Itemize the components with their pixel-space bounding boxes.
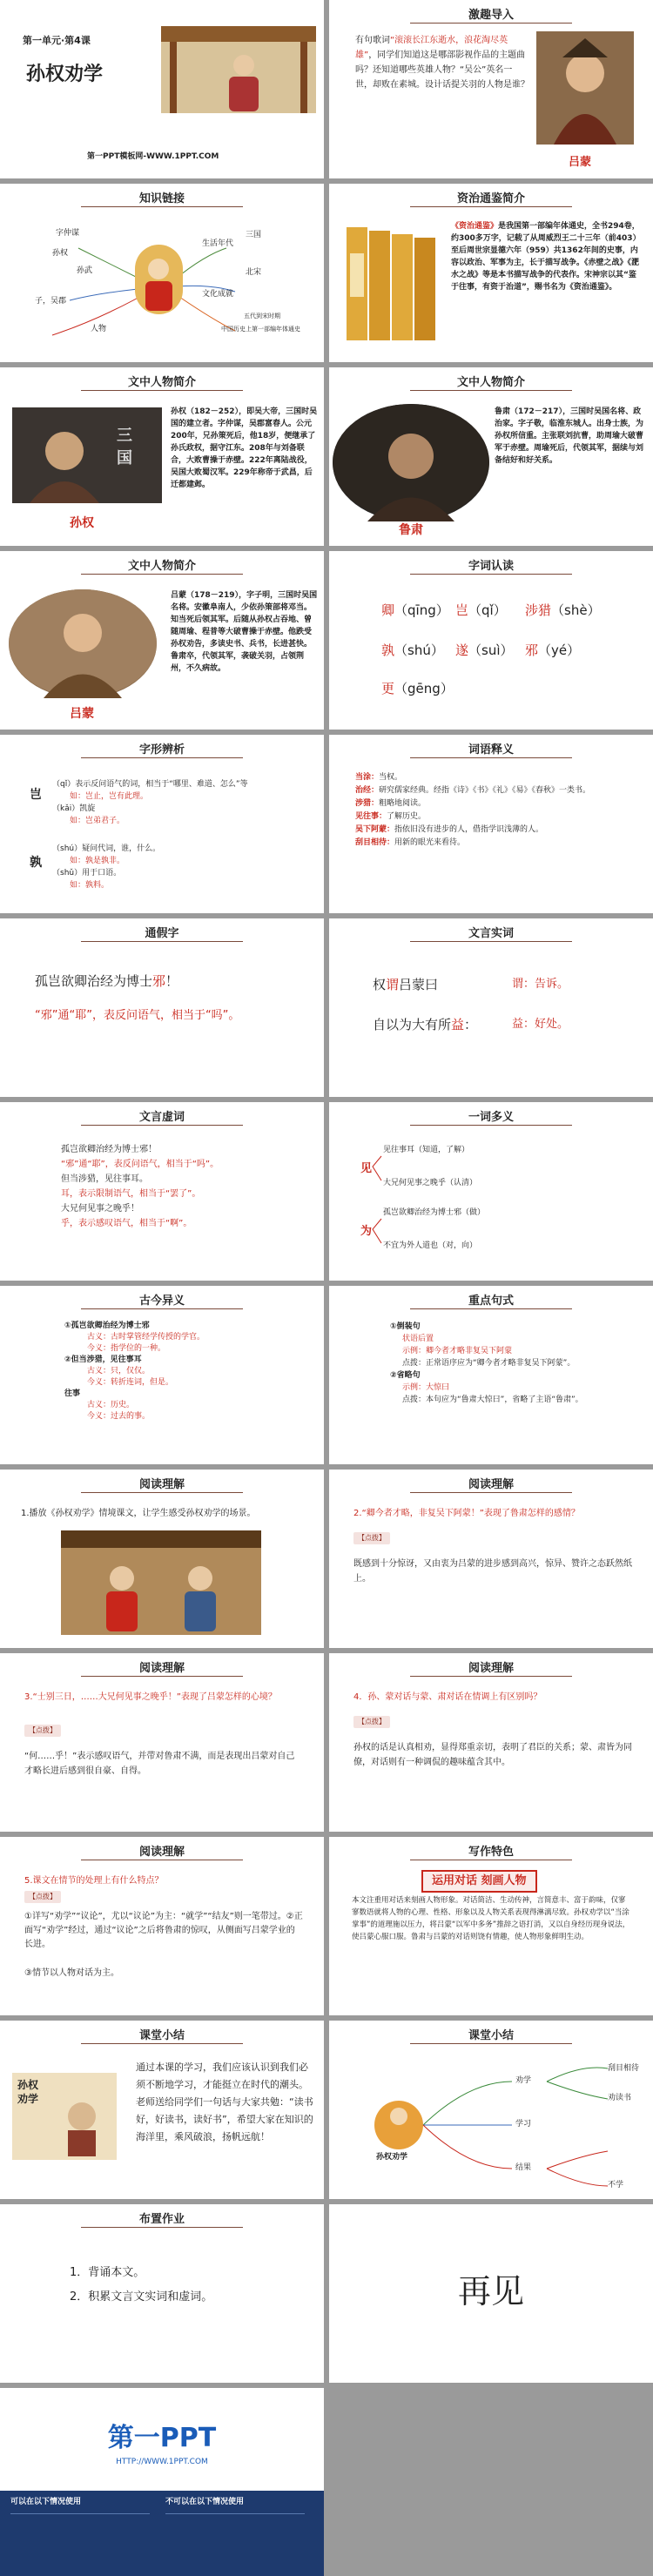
photo-caption: 吕蒙 xyxy=(70,707,94,721)
glyph-qi: 岂 xyxy=(30,788,42,802)
glyph-line: （kǎi）凯旋 xyxy=(52,804,96,813)
node-culture: 文化成就 xyxy=(202,290,234,299)
slide-heading: 文中人物简介 xyxy=(456,376,525,389)
slide-lumeng xyxy=(0,551,324,730)
glyph-line: （shǔ）用于口语。 xyxy=(52,869,122,878)
vocab-item: 当涂：当权。 xyxy=(355,773,403,782)
slide-heading: 阅读理解 xyxy=(138,1478,185,1491)
slide-heading: 文中人物简介 xyxy=(127,376,196,389)
tongjia-explain: “邪”通“耶”，表反问语气，相当于“吗”。 xyxy=(35,1009,240,1022)
slide-title xyxy=(0,0,324,178)
word-3: 涉猎（shè） xyxy=(525,602,601,618)
zizhi-text: 《资治通鉴》是我国第一部编年体通史，全书294卷，约300多万字，记载了从周威烈王二十三年（前403）至后周世宗显德六年（959）共1362年间的史事，内容以政治、军事为主，长于描写战争。《赤壁之战》《淝水之战》等是本书描写战争的代表作。宋神宗以其“鉴于往事，有资于治道”，赐书名为《资治通鉴》。 xyxy=(451,222,641,292)
slide-goodbye xyxy=(329,2204,653,2383)
node-person: 人物 xyxy=(91,325,107,333)
hint-tag: 【点拨】 xyxy=(353,1532,390,1544)
slide-lusu xyxy=(329,367,653,546)
node-song: 北宋 xyxy=(246,268,262,277)
node-chronicle: 中国历史上第一部编年体通史 xyxy=(221,326,300,333)
tongjia-sentence: 孤岂欲卿治经为博士邪！ xyxy=(35,973,179,989)
glyph-line: （qǐ）表示反问语气的词，相当于“哪里、难道、怎么”等 xyxy=(52,780,248,789)
brand-logo: 第一PPT xyxy=(107,2423,217,2453)
summary-text: 通过本课的学习，我们应该认识到我们必须不断地学习，才能挺立在时代的潮头。老师送给同学们一句话与大家共勉：“读书好，好读书，读好书”，希望大家在知识的海洋里，乘风破浪，扬帆远航！ xyxy=(136,2061,313,2142)
lu-meng-bio: 吕蒙（178－219），字子明，三国时吴国名将。安徽阜南人，少依孙策部将邓当。知当死后领其军。后随从孙权占吞地、曾随周瑜、程普等大破曹操于赤壁。他跌受孙权劝告，多读史书、兵书，长进甚快。鲁肃卒，代领其军，袭破关羽，占领荆州，不久病故。 xyxy=(171,591,318,673)
slide-summary-2 xyxy=(329,2021,653,2199)
node-three-kingdoms: 三国 xyxy=(246,231,262,239)
slide-glyph xyxy=(0,735,324,913)
reading-answer: 既感到十分惊讶，又由衷为吕蒙的进步感到高兴，惊异、赞许之态跃然纸上。 xyxy=(353,1559,632,1584)
summary-mindmap xyxy=(329,2047,653,2195)
slide-heading: 阅读理解 xyxy=(468,1662,514,1675)
mindmap-center: 孙权劝学 xyxy=(376,2153,408,2162)
slide-heading: 资治通鉴简介 xyxy=(456,192,525,205)
reading-question: 3.“士别三日，……大兄何见事之晚乎！”表现了吕蒙怎样的心境？ xyxy=(24,1692,277,1702)
photo-caption: 鲁肃 xyxy=(399,523,423,537)
slide-heading: 古今异义 xyxy=(138,1295,185,1308)
node-zi: 字仲谋 xyxy=(56,229,80,238)
slide-heading: 文言实词 xyxy=(468,927,514,940)
palace-figure-icon xyxy=(161,26,316,113)
glyph-line: 如：孰是孰非。 xyxy=(70,857,125,865)
reading-question: 1.播放《孙权劝学》情境课文，让学生感受孙权劝学的场景。 xyxy=(21,1509,256,1518)
word-6: 邪（yé） xyxy=(525,642,581,658)
slide-heading: 通假字 xyxy=(145,927,179,940)
slide-zizhi xyxy=(329,184,653,362)
word-7: 更（gēng） xyxy=(381,681,454,696)
slide-heading: 课堂小结 xyxy=(138,2029,185,2042)
site-label: 第一PPT模板网-WWW.1PPT.COM xyxy=(87,152,219,161)
cover-illustration xyxy=(161,26,316,113)
play-scene-icon xyxy=(61,1530,261,1635)
shici-answer-1: 谓：告诉。 xyxy=(512,978,569,991)
slide-reading-4 xyxy=(329,1653,653,1832)
vocab-item: 涉猎：粗略地阅读。 xyxy=(355,799,427,808)
slide-gujin xyxy=(0,1286,324,1464)
glyph-shu: 孰 xyxy=(30,856,42,870)
slide-heading: 布置作业 xyxy=(138,2213,185,2226)
hint-tag: 【点拨】 xyxy=(353,1716,390,1728)
slide-shici xyxy=(329,918,653,1097)
photo-caption: 孙权 xyxy=(70,516,94,530)
reading-question: 2.“卿今者才略，非复吴下阿蒙！”表现了鲁肃怎样的感情？ xyxy=(353,1509,580,1518)
reading-answer: “何……乎！”表示感叹语气，并带对鲁肃不满，而是表现出吕蒙对自己才略长进后感到很自豪、自得。 xyxy=(24,1752,295,1776)
slide-heading: 阅读理解 xyxy=(138,1846,185,1859)
unit-label: 第一单元·第4课 xyxy=(23,35,91,46)
slide-heading: 词语释义 xyxy=(468,743,514,757)
slide-knowledge xyxy=(0,184,324,362)
slide-writing xyxy=(329,1837,653,2015)
slide-heading: 字词认读 xyxy=(468,560,514,573)
writing-text: 本文注重用对话来刻画人物形象。对话简洁、生动传神，言简意丰、富于韵味，仅寥寥数语就将人物的心理、性格、形象以及人物关系表现得淋漓尽致。孙权劝学以“当涂掌事”的道理施以压力，将吕蒙“以军中多务”推辞之语打消，又以自身经历现身说法，使吕蒙心服口服。鲁肃与吕蒙的对话则饶有情趣，使人物形象鲜明生动。 xyxy=(352,1896,630,1941)
slide-vocab xyxy=(329,735,653,913)
intro-text: 有句歌词“滚滚长江东逝水，浪花淘尽英雄”，同学们知道这是哪部影视作品的主题曲吗？还知道哪些英雄人物？“吴公”英名一世，却败在素城。设计话提关羽的人物是谁？ xyxy=(355,36,529,90)
sun-quan-icon xyxy=(135,245,183,314)
word-1: 卿（qīng） xyxy=(381,602,449,618)
vocab-item: 见往事：了解历史。 xyxy=(355,812,427,821)
reading-answer: 孙权的话是认真相劝，显得郑重亲切，表明了君臣的关系；蒙、肃皆为同僚，对话则有一种调侃的趣味蕴含其中。 xyxy=(353,1743,632,1767)
slide-reading-3 xyxy=(0,1653,324,1832)
slide-duoyi: 一词多义 见 见往事耳（知道，了解） 大兄何见事之晚乎（认清） 为 孤岂欲卿治经为博士邪（做） 不宜为外人道也（对，向） xyxy=(329,1102,653,1281)
slide-summary-1 xyxy=(0,2021,324,2199)
drama-title: 三国 xyxy=(117,427,132,467)
node-zi-wu: 子，吴郡 xyxy=(35,297,67,306)
allowed-heading: 可以在以下情况使用 xyxy=(10,2498,82,2506)
reading-answer-2: ③情节以人物对话为主。 xyxy=(24,1968,119,1978)
word-2: 岂（qǐ） xyxy=(455,602,507,618)
slide-heading: 一词多义 xyxy=(468,1111,514,1124)
glyph-line: （shú）疑问代词，谁，什么。 xyxy=(52,844,161,853)
vocab-item: 吴下阿蒙：指依旧没有进步的人，借指学识浅薄的人。 xyxy=(355,825,544,834)
hint-tag: 【点拨】 xyxy=(24,1891,61,1903)
lesson-title: 孙权劝学 xyxy=(26,64,104,85)
hint-tag: 【点拨】 xyxy=(24,1725,61,1737)
sun-quan-bio: 孙权（182－252），即吴大帝，三国时吴国的建立者。字仲谋，吴郡富春人。公元200年，兄孙策死后，他18岁，便继承了孙氏政权，据守江东。208年与刘备联合，大败曹操于赤壁。222年离陆战役，吴国大败蜀汉军。229年称帝于武昌，后迁都建邺。 xyxy=(171,407,318,489)
polysemy-wei: 为 xyxy=(360,1225,373,1238)
vocab-item: 治经：研究儒家经典。经指《诗》《书》《礼》《易》《春秋》一类书。 xyxy=(355,786,591,795)
slide-intro xyxy=(329,0,653,178)
shici-answer-2: 益：好处。 xyxy=(512,1018,569,1031)
jushi-list: ①倒装句 状语后置 示例：卿今者才略非复吴下阿蒙 点拨：正常语序应为“卿今者才略非复吴下阿蒙”。 ②省略句 示例：大惊曰 点拨：本句应为“鲁肃大惊曰”，省略了主语“鲁肃”。 xyxy=(390,1322,583,1404)
mindmap-node: 劝学 xyxy=(515,2076,532,2085)
portrait-icon xyxy=(333,404,489,521)
slide-reading-1 xyxy=(0,1470,324,1648)
slide-heading: 文言虚词 xyxy=(138,1111,185,1124)
homework-item-1: 1．背诵本文。 xyxy=(70,2266,145,2279)
slide-heading: 阅读理解 xyxy=(138,1662,185,1675)
portrait-caption: 吕蒙 xyxy=(569,156,592,169)
slide-homework xyxy=(0,2204,324,2383)
slide-heading: 重点句式 xyxy=(468,1295,514,1308)
sun-quan-photo xyxy=(12,407,162,503)
word-4: 孰（shú） xyxy=(381,642,444,658)
slide-heading: 写作特色 xyxy=(468,1846,514,1859)
lu-su-photo xyxy=(333,404,489,521)
mindmap-node: 学习 xyxy=(515,2120,532,2129)
general-icon xyxy=(536,31,634,145)
reading-question: 4．孙、蒙对话与蒙、肃对话在情调上有区别吗？ xyxy=(353,1692,542,1702)
mindmap-node: 不学 xyxy=(608,2181,624,2189)
slide-heading: 字形辨析 xyxy=(138,743,185,757)
video-still[interactable] xyxy=(61,1530,261,1635)
slide-brand xyxy=(0,2388,324,2576)
slide-heading: 课堂小结 xyxy=(468,2029,514,2042)
polysemy-jian: 见 xyxy=(360,1162,373,1175)
node-period: 五代到宋时期 xyxy=(244,313,280,319)
slide-sunquan xyxy=(0,367,324,546)
slide-pronunciation xyxy=(329,551,653,730)
book-set-image xyxy=(340,219,444,349)
slide-reading-5 xyxy=(0,1837,324,2015)
slide-heading: 阅读理解 xyxy=(468,1478,514,1491)
slide-heading: 文中人物简介 xyxy=(127,560,196,573)
word-5: 遂（suì） xyxy=(455,642,514,658)
slide-heading: 知识链接 xyxy=(138,192,185,205)
writing-banner: 运用对话 刻画人物 xyxy=(421,1870,537,1893)
mindmap-node: 刮目相待 xyxy=(608,2064,640,2073)
general-icon xyxy=(9,589,157,698)
books-icon xyxy=(340,219,444,349)
slide-reading-2 xyxy=(329,1470,653,1648)
reading-question: 5.课文在情节的处理上有什么特点？ xyxy=(24,1876,164,1886)
node-sunwu: 孙武 xyxy=(77,266,93,275)
gujin-list: ①孤岂欲卿治经为博士邪 古义：古时掌管经学传授的学官。 今义：指学位的一种。 ②但当涉猎，见往事耳 古义：只，仅仅。 今义：转折连词，但是。 往事 古义：历史。 今义：过去的事。 xyxy=(64,1322,205,1421)
lu-su-bio: 鲁肃（172－217），三国时吴国名将、政治家。字子敬，临淮东城人。出身士族，为孙权所信重。主张联刘抗曹，助周瑜大破曹军于赤壁。周瑜死后，代领其军，据续与刘备结好和好关系。 xyxy=(495,407,644,465)
node-sun-quan: 孙权 xyxy=(52,249,69,258)
vocab-item: 刮目相待：用新的眼光来看待。 xyxy=(355,838,466,847)
glyph-line: 如：岂止，岂有此理。 xyxy=(70,792,149,801)
forbidden-heading: 不可以在以下情况使用 xyxy=(165,2498,245,2506)
book-cover xyxy=(12,2073,117,2160)
lu-meng-portrait xyxy=(536,31,634,145)
brand-url: HTTP://WWW.1PPT.COM xyxy=(116,2458,208,2466)
mindmap-node: 劝读书 xyxy=(608,2094,632,2102)
glyph-line: 如：岂弟君子。 xyxy=(70,817,125,825)
shici-sentence-2: 自以为大有所益： xyxy=(373,1017,478,1032)
vocab-list xyxy=(355,771,634,850)
empty-slot xyxy=(329,2388,653,2576)
shici-sentence-1: 权谓吕蒙曰 xyxy=(373,977,439,992)
lu-meng-photo xyxy=(9,589,157,698)
slide-xuci xyxy=(0,1102,324,1281)
slide-tongjia xyxy=(0,918,324,1097)
reading-answer: ①详写“劝学”“议论”，尤以“议论”为主：“就学”“结友”则一笔带过。②正面写“劝学”经过，通过“议论”之后将鲁肃的惊叹，从侧面写吕蒙学业的长进。 xyxy=(24,1912,303,1949)
goodbye-text: 再见 xyxy=(457,2272,524,2310)
slide-heading: 激趣导入 xyxy=(468,9,514,22)
glyph-line: 如：孰料。 xyxy=(70,881,110,890)
brand-footer xyxy=(0,2491,324,2576)
node-era: 生活年代 xyxy=(202,239,234,248)
mindmap-node: 结果 xyxy=(515,2163,532,2172)
xuci-list: 孤岂欲卿治经为博士邪！ “邪”通“耶”，表反问语气，相当于“吗”。 但当涉猎，见往事耳。 耳，表示限制语气，相当于“罢了”。 大兄何见事之晚乎！ 乎，表示感叹语气，相当于“啊”。 xyxy=(61,1145,219,1228)
homework-item-2: 2．积累文言文实词和虚词。 xyxy=(70,2290,213,2304)
slide-jushi xyxy=(329,1286,653,1464)
book-title: 孙权劝学 xyxy=(17,2079,39,2105)
